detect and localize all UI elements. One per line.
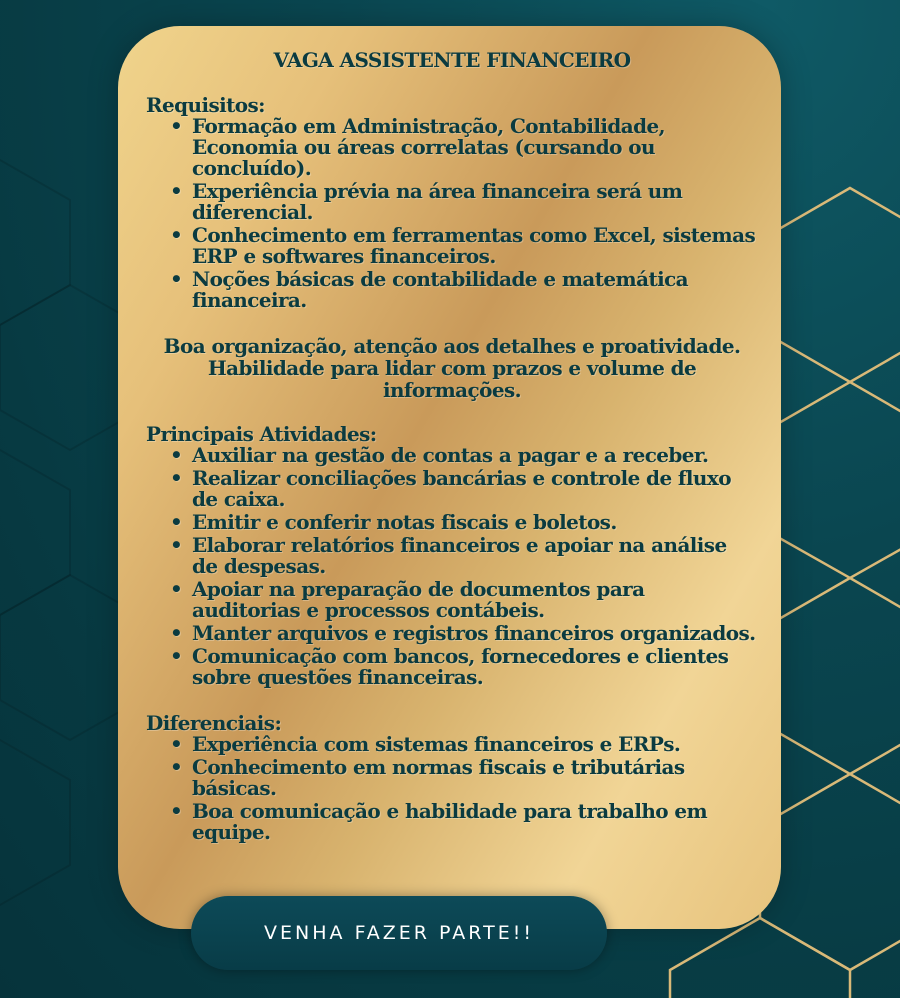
list-item: • Auxiliar na gestão de contas a pagar e a receber. xyxy=(192,445,758,466)
diferenciais-list xyxy=(146,734,758,843)
job-description xyxy=(146,46,758,845)
list-item: • Comunicação com bancos, fornecedores e clientes sobre questões financeiras. xyxy=(192,646,758,688)
job-title: VAGA ASSISTENTE FINANCEIRO xyxy=(273,48,631,72)
list-item: • Boa comunicação e habilidade para trabalho em equipe. xyxy=(192,801,758,843)
list-item: • Elaborar relatórios financeiros e apoiar na análise de despesas. xyxy=(192,535,758,577)
list-item: • Manter arquivos e registros financeiros organizados. xyxy=(192,623,758,644)
list-item: • Conhecimento em normas fiscais e tributárias básicas. xyxy=(192,757,758,799)
list-item: • Apoiar na preparação de documentos para auditorias e processos contábeis. xyxy=(192,579,758,621)
paragraph-line: Habilidade para lidar com prazos e volume de xyxy=(207,356,697,380)
paragraph-line: informações. xyxy=(382,378,521,402)
list-item: • Emitir e conferir notas fiscais e boletos. xyxy=(192,512,758,533)
paragraph-line: Boa organização, atenção aos detalhes e proatividade. xyxy=(163,334,741,358)
list-item: • Formação em Administração, Contabilidade, Economia ou áreas correlatas (cursando ou concluído). xyxy=(192,116,758,179)
cta-button[interactable]: VENHA FAZER PARTE!! xyxy=(191,896,607,970)
list-item: • Experiência com sistemas financeiros e ERPs. xyxy=(192,734,758,755)
requisitos-list xyxy=(146,116,758,311)
list-item: • Noções básicas de contabilidade e matemática financeira. xyxy=(192,269,758,311)
soft-skills-paragraph xyxy=(146,335,758,401)
diferenciais-heading: Diferenciais: xyxy=(146,711,282,735)
list-item: • Conhecimento em ferramentas como Excel, sistemas ERP e softwares financeiros. xyxy=(192,225,758,267)
atividades-heading: Principais Atividades: xyxy=(146,422,377,446)
list-item: • Realizar conciliações bancárias e controle de fluxo de caixa. xyxy=(192,468,758,510)
list-item: • Experiência prévia na área financeira será um diferencial. xyxy=(192,181,758,223)
atividades-list xyxy=(146,445,758,688)
requisitos-heading: Requisitos: xyxy=(146,93,265,117)
